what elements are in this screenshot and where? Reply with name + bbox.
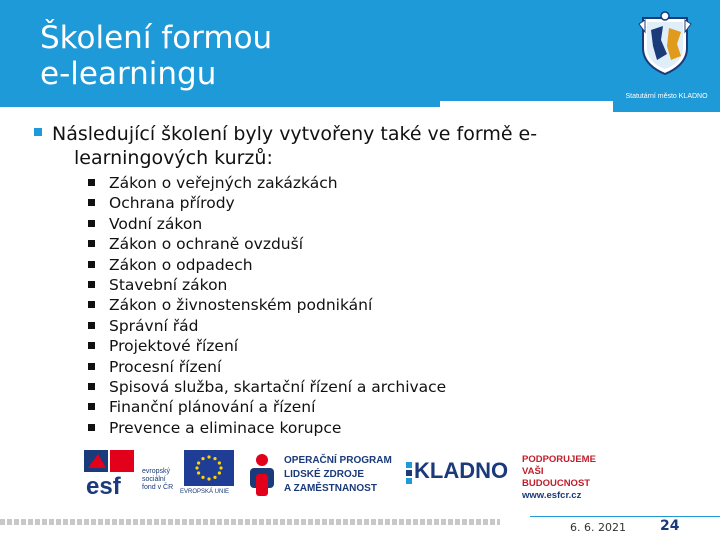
list-item: Zákon o ochraně ovzduší (88, 234, 446, 254)
svg-text:esf: esf (86, 473, 121, 498)
bullet-icon (88, 342, 95, 349)
slide-title-line1: Školení formou (40, 20, 273, 56)
bullet-icon (88, 301, 95, 308)
esf-logo-icon (84, 448, 140, 498)
bullet-icon (88, 363, 95, 370)
list-item: Spisová služba, skartační řízení a archivace (88, 377, 446, 397)
city-label: Statutární město KLADNO (625, 93, 708, 100)
support-text: PODPORUJEME VAŠI BUDOUCNOST www.esfcr.cz (522, 454, 596, 501)
lead-bullet-icon (34, 128, 42, 136)
eu-label: EVROPSKÁ UNIE (180, 489, 230, 495)
bullet-icon (88, 261, 95, 268)
footer-rule (530, 516, 720, 517)
list-item: Zákon o odpadech (88, 255, 446, 275)
list-item: Stavební zákon (88, 275, 446, 295)
slide-title (40, 20, 272, 92)
list-item: Prevence a eliminace korupce (88, 418, 446, 438)
slide-title-line2: e-learningu (40, 56, 217, 92)
op-lzz-logo-icon (244, 452, 280, 496)
list-item: Finanční plánování a řízení (88, 397, 446, 417)
list-item: Správní řád (88, 316, 446, 336)
bullet-icon (88, 220, 95, 227)
list-item: Zákon o veřejných zakázkách (88, 173, 446, 193)
kladno-logo-text: KLADNO (414, 458, 509, 483)
bullet-icon (88, 281, 95, 288)
bullet-icon (88, 199, 95, 206)
list-item: Procesní řízení (88, 357, 446, 377)
list-item: Vodní zákon (88, 214, 446, 234)
bullet-icon (88, 179, 95, 186)
op-program-text: OPERAČNÍ PROGRAM LIDSKÉ ZDROJE A ZAMĚSTNANOST (284, 455, 392, 494)
lead-paragraph (52, 122, 652, 170)
eu-flag-icon (184, 450, 234, 486)
kladno-dots-icon (406, 462, 412, 484)
course-list (88, 173, 446, 438)
list-item: Ochrana přírody (88, 193, 446, 213)
footer-dotted-rule (0, 518, 500, 526)
page-number: 24 (660, 518, 680, 534)
bullet-icon (88, 424, 95, 431)
bullet-icon (88, 240, 95, 247)
bullet-icon (88, 383, 95, 390)
esf-text: evropský sociální fond v ČR (142, 468, 174, 491)
title-underline (0, 100, 440, 107)
funding-logos (84, 448, 614, 500)
list-item: Projektové řízení (88, 336, 446, 356)
footer-date: 6. 6. 2021 (570, 521, 626, 534)
lead-text: Následující školení byly vytvořeny také ve formě e-learningových kurzů: (52, 123, 538, 169)
header-rule (440, 100, 613, 107)
kladno-crest-icon (637, 10, 693, 76)
list-item: Zákon o živnostenském podnikání (88, 295, 446, 315)
bullet-icon (88, 403, 95, 410)
bullet-icon (88, 322, 95, 329)
